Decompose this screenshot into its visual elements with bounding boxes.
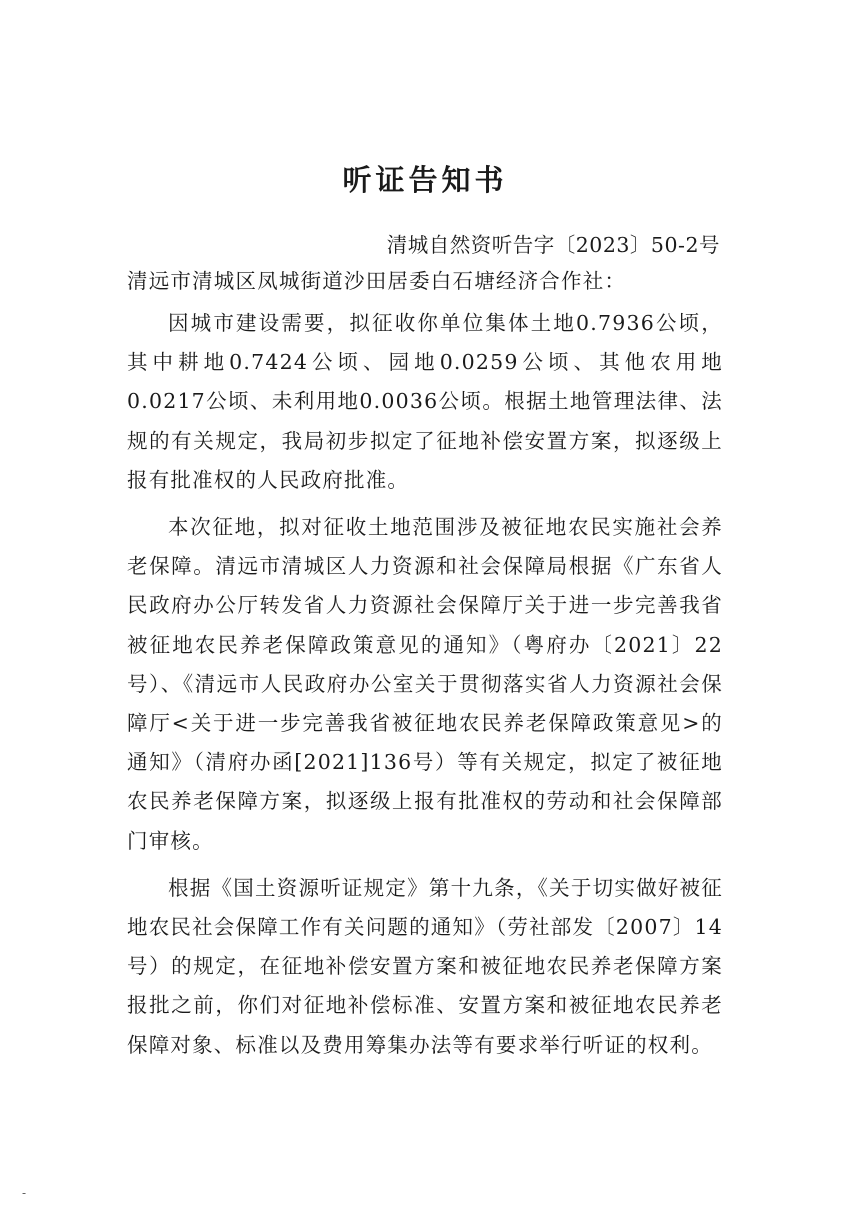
document-number: 清城自然资听告字〔2023〕50-2号 [386, 233, 720, 257]
recipient-line: 清远市清城区凤城街道沙田居委白石塘经济合作社： [127, 269, 627, 293]
document-title: 听证告知书 [342, 163, 508, 197]
paragraph-social-security: 本次征地，拟对征收土地范围涉及被征地农民实施社会养老保障。清远市清城区人力资源和社会保障局根据《广东省人民政府办公厅转发省人力资源社会保障厅关于进一步完善我省被征地农民养老保障政策意见的通知》（粤府办〔2021〕22号）、《清远市人民政府办公室关于贯彻落实省人力资源社会保障厅<关于进一步完善我省被征地农民养老保障政策意见>的通知》（清府办函[2021]136号）等有关规定，拟定了被征地农民养老保障方案，拟逐级上报有批准权的劳动和社会保障部门审核。 [127, 515, 723, 853]
page-corner-mark: - [22, 1186, 27, 1200]
document-body [127, 304, 723, 1065]
paragraph-land-acquisition: 因城市建设需要，拟征收你单位集体土地0.7936公顷，其中耕地0.7424公顷、园地0.0259公顷、其他农用地0.0217公顷、未利用地0.0036公顷。根据土地管理法律、法规的有关规定，我局初步拟定了征地补偿安置方案，拟逐级上报有批准权的人民政府批准。 [127, 311, 723, 492]
paragraph-hearing-rights: 根据《国土资源听证规定》第十九条，《关于切实做好被征地农民社会保障工作有关问题的通知》（劳社部发〔2007〕14号）的规定，在征地补偿安置方案和被征地农民养老保障方案报批之前，你们对征地补偿标准、安置方案和被征地农民养老保障对象、标准以及费用筹集办法等有要求举行听证的权利。 [127, 875, 724, 1057]
